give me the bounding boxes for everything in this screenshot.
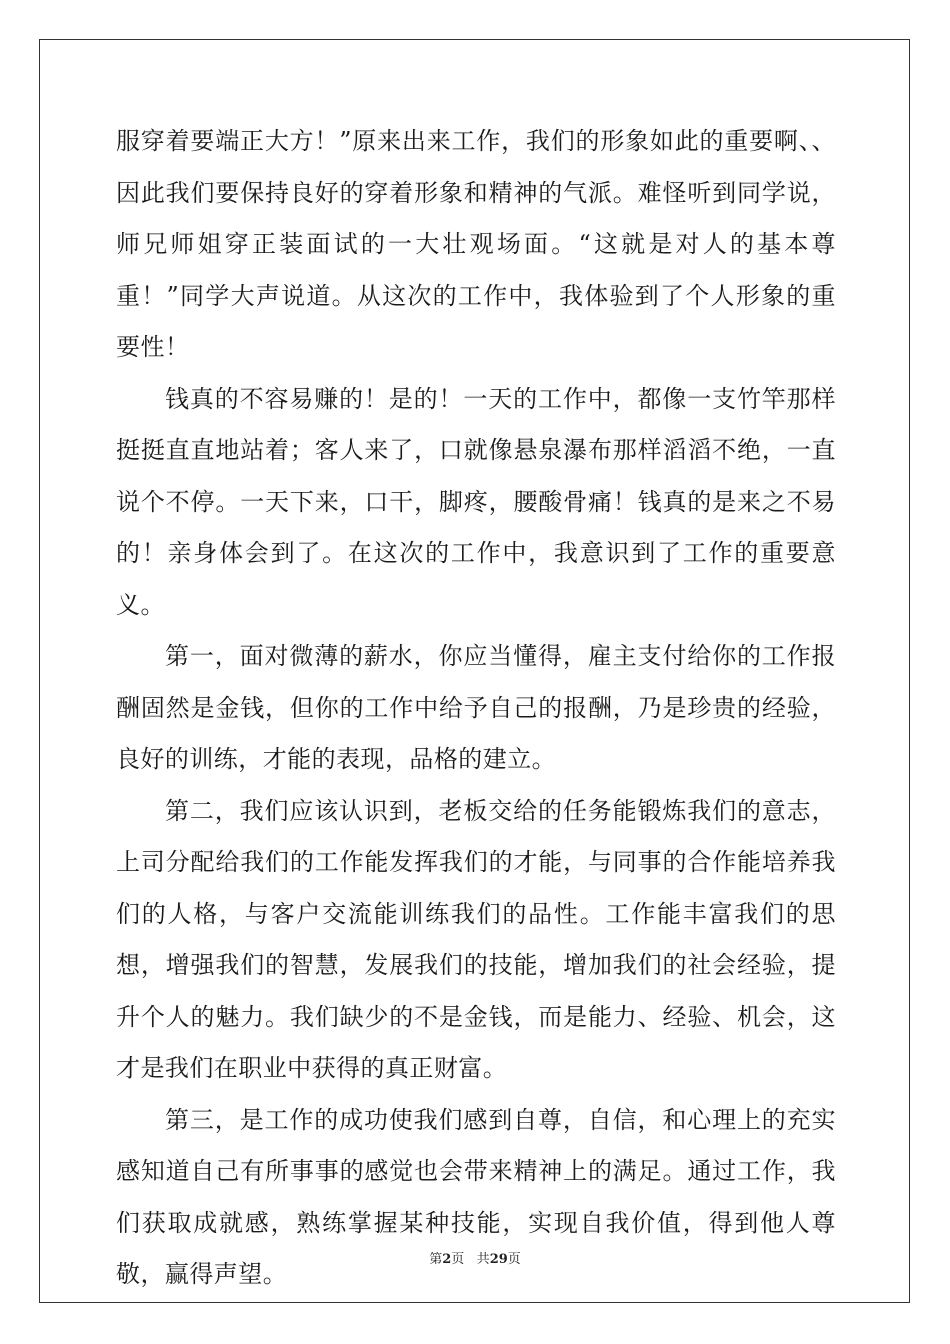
- total-suffix: 页: [507, 1252, 521, 1267]
- page-prefix: 第: [429, 1252, 443, 1267]
- document-body: [116, 116, 836, 1301]
- paragraph-5: 第三，是工作的成功使我们感到自尊，自信，和心理上的充实感知道自己有所事事的感觉也会带来精神上的满足。通过工作，我们获取成就感，熟练掌握某种技能，实现自我价值，得到他人尊敬，赢得声望。: [116, 1105, 836, 1288]
- page-number: 2: [442, 1252, 452, 1267]
- total-prefix: 共: [476, 1252, 490, 1267]
- paragraph-2: 钱真的不容易赚的！是的！一天的工作中，都像一支竹竿那样挺挺直直地站着；客人来了，口就像悬泉瀑布那样滔滔不绝，一直说个不停。一天下来，口干，脚疼，腰酸骨痛！钱真的是来之不易的！亲身体会到了。在这次的工作中，我意识到了工作的重要意义。: [116, 384, 836, 619]
- paragraph-1: 服穿着要端正大方！”原来出来工作，我们的形象如此的重要啊、、因此我们要保持良好的穿着形象和精神的气派。难怪听到同学说，师兄师姐穿正装面试的一大壮观场面。“这就是对人的基本尊重！”同学大声说道。从这次的工作中，我体验到了个人形象的重要性！: [116, 127, 836, 361]
- total-pages: 29: [489, 1252, 508, 1267]
- page-footer: [0, 1248, 950, 1267]
- paragraph-3: 第一，面对微薄的薪水，你应当懂得，雇主支付给你的工作报酬固然是金钱，但你的工作中给予自己的报酬，乃是珍贵的经验，良好的训练，才能的表现，品格的建立。: [116, 642, 836, 773]
- paragraph-4: 第二，我们应该认识到，老板交给的任务能锻炼我们的意志，上司分配给我们的工作能发挥我们的才能，与同事的合作能培养我们的人格，与客户交流能训练我们的品性。工作能丰富我们的思想，增强我们的智慧，发展我们的技能，增加我们的社会经验，提升个人的魅力。我们缺少的不是金钱，而是能力、经验、机会，这才是我们在职业中获得的真正财富。: [116, 796, 836, 1082]
- page-suffix: 页: [451, 1252, 465, 1267]
